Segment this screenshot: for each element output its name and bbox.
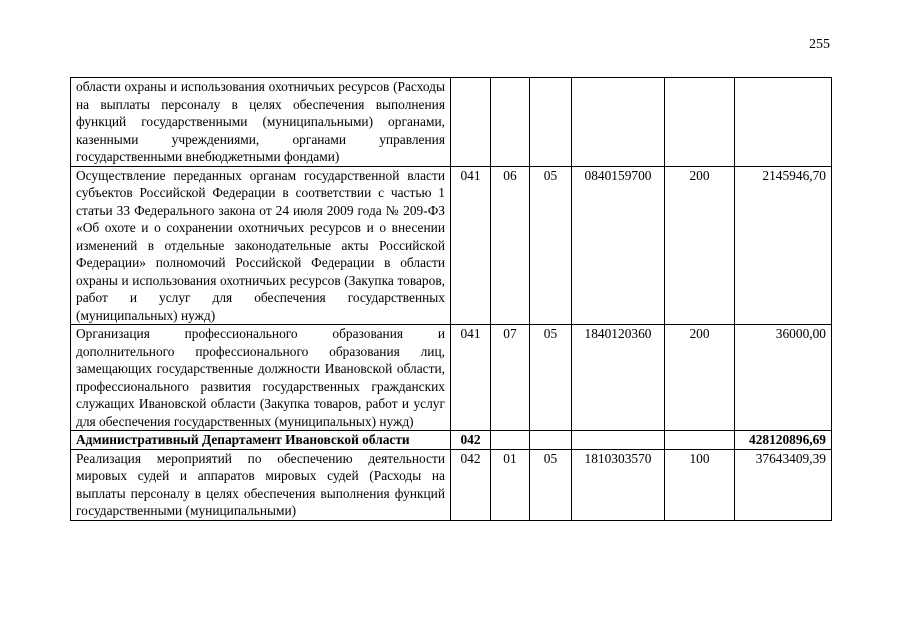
subsection-code xyxy=(530,431,572,450)
section-code xyxy=(491,431,530,450)
subsection-code: 05 xyxy=(530,325,572,431)
subsection-code: 05 xyxy=(530,166,572,325)
amount xyxy=(735,78,832,167)
row-description: Организация профессионального образования и дополнительного профессионального образования лиц, замещающих государственные должности Ивановской области, профессионального развития государственных гражданских служащих Ивановской области (Закупка товаров, работ и услуг для обеспечения государственных (муниципальных) нужд) xyxy=(71,325,451,431)
target-code: 1840120360 xyxy=(572,325,665,431)
table-row xyxy=(71,166,832,325)
amount: 37643409,39 xyxy=(735,449,832,520)
expense-type-code xyxy=(665,78,735,167)
row-description: Административный Департамент Ивановской области xyxy=(71,431,451,450)
ministry-code: 041 xyxy=(451,166,491,325)
row-description: Реализация мероприятий по обеспечению деятельности мировых судей и аппаратов мировых судей (Расходы на выплаты персоналу в целях обеспечения выполнения функций государственными (муниципальными) xyxy=(71,449,451,520)
section-code xyxy=(491,78,530,167)
section-code: 01 xyxy=(491,449,530,520)
row-description: области охраны и использования охотничьих ресурсов (Расходы на выплаты персоналу в целях обеспечения выполнения функций государственными (муниципальными) органами, казенными учреждениями, органами управления государственными внебюджетными фондами) xyxy=(71,78,451,167)
page-number: 255 xyxy=(809,37,830,52)
section-code: 07 xyxy=(491,325,530,431)
table-row xyxy=(71,449,832,520)
expense-type-code xyxy=(665,431,735,450)
table-row xyxy=(71,431,832,450)
amount: 2145946,70 xyxy=(735,166,832,325)
table-row xyxy=(71,325,832,431)
target-code: 1810303570 xyxy=(572,449,665,520)
target-code xyxy=(572,431,665,450)
target-code: 0840159700 xyxy=(572,166,665,325)
amount: 428120896,69 xyxy=(735,431,832,450)
expense-type-code: 200 xyxy=(665,166,735,325)
ministry-code: 042 xyxy=(451,449,491,520)
row-description: Осуществление переданных органам государственной власти субъектов Российской Федерации в соответствии с частью 1 статьи 33 Федерального закона от 24 июля 2009 года № 209-ФЗ «Об охоте и о сохранении охотничьих ресурсов и о внесении изменений в отдельные законодательные акты Российской Федерации» полномочий Российской Федерации в области охраны и использования охотничьих ресурсов (Закупка товаров, работ и услуг для обеспечения государственных (муниципальных) нужд) xyxy=(71,166,451,325)
target-code xyxy=(572,78,665,167)
expense-type-code: 100 xyxy=(665,449,735,520)
expense-type-code: 200 xyxy=(665,325,735,431)
subsection-code: 05 xyxy=(530,449,572,520)
budget-table xyxy=(70,77,832,521)
amount: 36000,00 xyxy=(735,325,832,431)
ministry-code xyxy=(451,78,491,167)
table-row xyxy=(71,78,832,167)
ministry-code: 041 xyxy=(451,325,491,431)
section-code: 06 xyxy=(491,166,530,325)
subsection-code xyxy=(530,78,572,167)
ministry-code: 042 xyxy=(451,431,491,450)
